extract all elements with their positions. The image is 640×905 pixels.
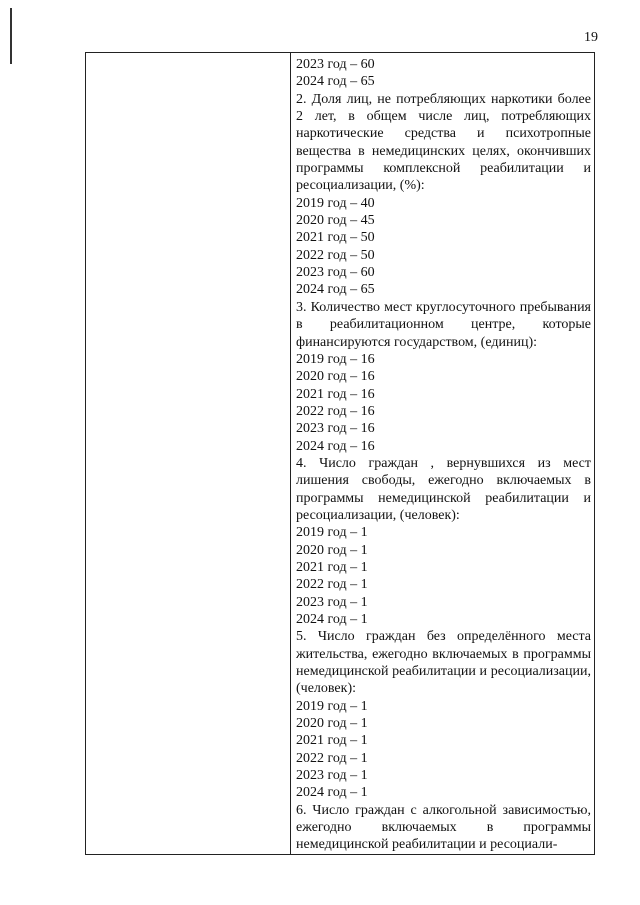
indicator-year-value: 2024 год – 65	[296, 74, 375, 90]
indicator-year-value: 2020 год – 45	[296, 213, 375, 229]
indicator-title: 2. Доля лиц, не потребляющих наркотики более 2 лет, в общем числе лиц, потребляющих наркотические средства и психотропные вещества в немедицинских целях, окончивших программы комплексной реабилитации и ресоциализации, (%):	[296, 91, 591, 194]
indicator-year-value: 2020 год – 1	[296, 716, 368, 732]
indicator-block	[296, 91, 591, 299]
indicator-year-value: 2024 год – 16	[296, 438, 375, 454]
indicator-year-value: 2024 год – 1	[296, 785, 368, 801]
indicator-year-value: 2021 год – 1	[296, 733, 368, 749]
indicator-year-value: 2024 год – 65	[296, 282, 375, 298]
indicator-year-value: 2023 год – 60	[296, 57, 375, 72]
document-table	[85, 52, 595, 855]
indicator-year-value: 2023 год – 1	[296, 768, 368, 784]
indicator-year-value: 2021 год – 1	[296, 559, 368, 575]
indicator-year-value: 2022 год – 1	[296, 750, 368, 766]
indicator-block	[296, 455, 591, 628]
indicator-block	[296, 628, 591, 801]
indicators-list	[296, 56, 591, 854]
indicator-block	[296, 299, 591, 455]
indicator-block	[296, 802, 591, 854]
indicator-year-value: 2019 год – 16	[296, 351, 375, 367]
indicator-year-value: 2019 год – 1	[296, 698, 368, 714]
indicator-title: 5. Число граждан без определённого места жительства, ежегодно включаемых в программы немедицинской реабилитации и ресоциализации, (человек):	[296, 629, 591, 697]
margin-binding-mark	[10, 8, 12, 64]
indicator-year-value: 2023 год – 1	[296, 594, 368, 610]
indicator-block	[296, 56, 591, 91]
table-left-column	[86, 53, 291, 854]
indicator-year-value: 2021 год – 16	[296, 386, 375, 402]
indicator-year-value: 2021 год – 50	[296, 230, 375, 246]
indicator-year-value: 2019 год – 1	[296, 525, 368, 541]
indicator-year-value: 2019 год – 40	[296, 195, 375, 211]
indicator-year-value: 2022 год – 50	[296, 247, 375, 263]
indicator-year-value: 2023 год – 60	[296, 265, 375, 281]
indicator-title: 4. Число граждан , вернувшихся из мест лишения свободы, ежегодно включаемых в программы немедицинской реабилитации и ресоциализации, (человек):	[296, 455, 591, 523]
indicator-year-value: 2023 год – 16	[296, 421, 375, 437]
indicator-year-value: 2024 год – 1	[296, 612, 368, 627]
page-number: 19	[584, 30, 598, 45]
indicator-year-value: 2022 год – 1	[296, 577, 368, 593]
indicator-year-value: 2020 год – 16	[296, 369, 375, 385]
indicator-title: 3. Количество мест круглосуточного пребывания в реабилитационном центре, которые финансируются государством, (единиц):	[296, 299, 591, 350]
indicator-title: 6. Число граждан с алкогольной зависимостью, ежегодно включаемых в программы немедицинской реабилитации и ресоциали-	[296, 802, 591, 853]
indicator-year-value: 2022 год – 16	[296, 403, 375, 419]
indicator-year-value: 2020 год – 1	[296, 542, 368, 558]
table-right-column	[291, 53, 594, 854]
